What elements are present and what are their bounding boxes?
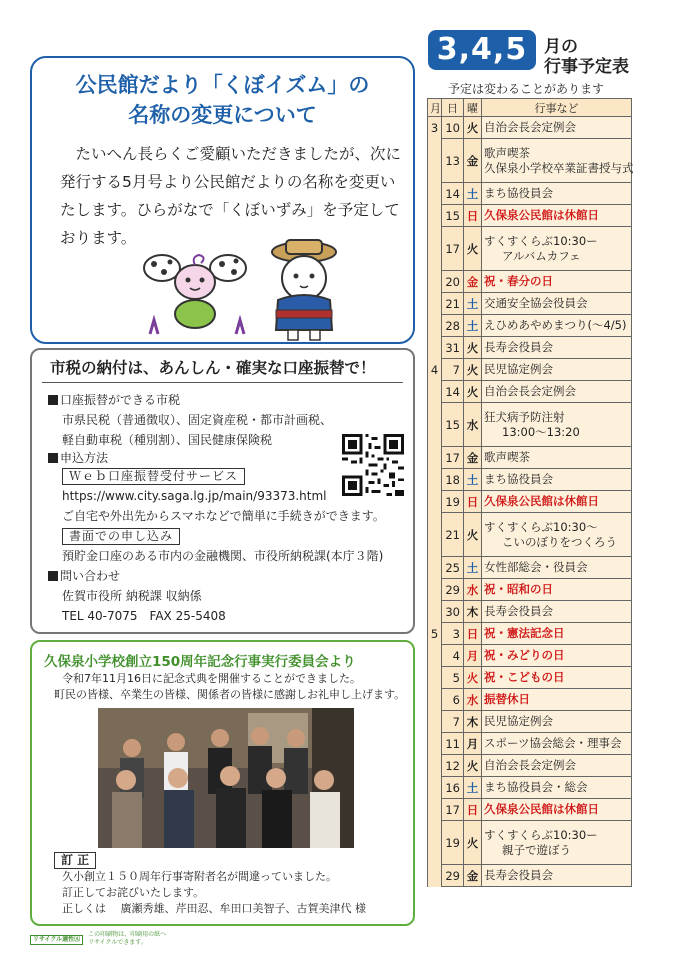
schedule-row (428, 271, 632, 293)
row-events (482, 755, 632, 777)
web-application-label: Ｗｅｂ口座振替受付サービス (62, 468, 245, 485)
schedule-title-line2: 行事予定表 (544, 57, 629, 77)
divider (42, 382, 403, 383)
row-day: 14 (442, 381, 464, 403)
row-weekday: 火 (464, 755, 482, 777)
row-day: 3 (442, 623, 464, 645)
event-text: 久保泉公民館は休館日 (484, 802, 599, 816)
event-text: すくすくらぶ10:30～ (484, 519, 598, 534)
row-month (428, 755, 442, 777)
row-day: 16 (442, 777, 464, 799)
event-text: 13:00～13:20 (502, 424, 580, 439)
correction-label: 訂 正 (54, 852, 96, 869)
row-day: 29 (442, 865, 464, 887)
recycle-mark (30, 931, 166, 947)
row-weekday: 土 (464, 777, 482, 799)
row-day: 14 (442, 183, 464, 205)
row-day: 7 (442, 711, 464, 733)
row-month (428, 799, 442, 821)
schedule-row (428, 865, 632, 887)
row-day: 17 (442, 447, 464, 469)
bullet-square-icon (48, 453, 58, 463)
row-events (482, 579, 632, 601)
row-month (428, 711, 442, 733)
group-photo (98, 708, 354, 848)
row-weekday: 月 (464, 645, 482, 667)
event-text: 交通安全協会役員会 (484, 296, 588, 310)
correction-line1: 久小創立１５０周年行事寄附者名が間違っていました。 (62, 870, 337, 883)
event-text: 歌声喫茶 (484, 145, 530, 160)
event-text: まち協役員会 (484, 186, 553, 200)
event-text: 祝・憲法記念日 (484, 626, 565, 640)
schedule-row (428, 469, 632, 491)
row-weekday: 日 (464, 491, 482, 513)
notice-title-line2: 名称の変更について (128, 103, 317, 127)
schedule-row (428, 205, 632, 227)
row-day: 20 (442, 271, 464, 293)
row-month (428, 271, 442, 293)
tax-payment-notice (30, 348, 415, 634)
schedule-row (428, 139, 632, 183)
row-month (428, 689, 442, 711)
row-day: 30 (442, 601, 464, 623)
schedule-row (428, 777, 632, 799)
row-events (482, 733, 632, 755)
event-text: 自治会長会定例会 (484, 384, 576, 398)
schedule-row (428, 821, 632, 865)
row-day: 17 (442, 799, 464, 821)
row-weekday: 金 (464, 139, 482, 183)
schedule-row (428, 447, 632, 469)
schedule-row (428, 227, 632, 271)
event-text: 祝・みどりの日 (484, 648, 565, 662)
row-month (428, 447, 442, 469)
row-events (482, 777, 632, 799)
mascot-bug-icon (140, 248, 250, 338)
event-text: 自治会長会定例会 (484, 120, 576, 134)
schedule-row (428, 403, 632, 447)
row-events (482, 117, 632, 139)
recycle-badge: リサイクル適性Ⓐ (30, 935, 83, 945)
row-month (428, 403, 442, 447)
anniversary-title: 久保泉小学校創立150周年記念行事実行委員会より (44, 654, 356, 670)
schedule-table (427, 98, 632, 887)
row-weekday: 金 (464, 447, 482, 469)
tax-heading-eligible (48, 392, 180, 408)
row-events (482, 821, 632, 865)
row-weekday: 日 (464, 205, 482, 227)
heading-text: 申込方法 (60, 451, 109, 465)
schedule-note: 予定は変わることがあります (448, 82, 605, 96)
schedule-row (428, 733, 632, 755)
row-weekday: 火 (464, 513, 482, 557)
row-month (428, 579, 442, 601)
schedule-row (428, 337, 632, 359)
row-day: 6 (442, 689, 464, 711)
row-day: 28 (442, 315, 464, 337)
row-events (482, 293, 632, 315)
row-month (428, 601, 442, 623)
row-weekday: 火 (464, 227, 482, 271)
event-text: 自治会長会定例会 (484, 758, 576, 772)
schedule-row (428, 667, 632, 689)
row-weekday: 木 (464, 601, 482, 623)
row-day: 13 (442, 139, 464, 183)
row-month (428, 821, 442, 865)
row-day: 17 (442, 227, 464, 271)
contact-office: 佐賀市役所 納税課 収納係 (62, 589, 202, 603)
correction-line2: 訂正してお詫びいたします。 (62, 886, 205, 899)
correction-line3: 正しくは 廣瀬秀雄、芹田忍、牟田口美智子、古賀美津代 様 (62, 902, 366, 915)
event-text: 民児協定例会 (484, 362, 553, 376)
row-events (482, 381, 632, 403)
schedule-row (428, 117, 632, 139)
event-text: 女性部総会・役員会 (484, 560, 588, 574)
anniversary-notice (30, 640, 415, 926)
row-weekday: 火 (464, 359, 482, 381)
row-weekday: 土 (464, 315, 482, 337)
row-events (482, 557, 632, 579)
tax-url-link[interactable]: https://www.city.saga.lg.jp/main/93373.html (62, 489, 327, 503)
row-day: 21 (442, 513, 464, 557)
row-weekday: 水 (464, 403, 482, 447)
schedule-header-row (428, 99, 632, 117)
row-events (482, 337, 632, 359)
bullet-square-icon (48, 571, 58, 581)
tax-eligible-line1: 市県民税（普通徴収）、固定資産税・都市計画税、 (62, 413, 333, 427)
row-weekday: 火 (464, 337, 482, 359)
event-text: 久保泉小学校卒業証書授与式 (484, 160, 634, 175)
row-events (482, 667, 632, 689)
row-month: 3 (428, 117, 442, 139)
schedule-row (428, 359, 632, 381)
heading-text: 問い合わせ (60, 569, 121, 583)
schedule-row (428, 755, 632, 777)
schedule-months: 3,4,5 (428, 30, 536, 70)
event-text: こいのぼりをつくろう (502, 534, 617, 549)
event-text: まち協役員会 (484, 472, 553, 486)
row-month (428, 491, 442, 513)
schedule-row (428, 183, 632, 205)
mascot-girl-icon (264, 234, 344, 342)
schedule-title-line1: 月の (544, 37, 578, 57)
row-events (482, 623, 632, 645)
event-text: 振替休日 (484, 692, 530, 706)
col-weekday: 曜 (464, 99, 482, 117)
row-day: 18 (442, 469, 464, 491)
qr-code-icon[interactable] (342, 434, 404, 496)
row-day: 11 (442, 733, 464, 755)
event-text: 狂犬病予防注射 (484, 409, 565, 424)
event-text: すくすくらぶ10:30ー (484, 827, 598, 842)
row-month (428, 227, 442, 271)
row-weekday: 土 (464, 183, 482, 205)
row-day: 10 (442, 117, 464, 139)
row-month: 4 (428, 359, 442, 381)
row-month (428, 667, 442, 689)
row-month (428, 733, 442, 755)
event-text: 民児協定例会 (484, 714, 553, 728)
event-text: 久保泉公民館は休館日 (484, 494, 599, 508)
row-weekday: 水 (464, 579, 482, 601)
event-text: えひめあやめまつり(～4/5) (484, 318, 627, 332)
row-weekday: 金 (464, 271, 482, 293)
row-events (482, 271, 632, 293)
schedule-row (428, 491, 632, 513)
row-events (482, 139, 632, 183)
row-day: 21 (442, 293, 464, 315)
row-month (428, 183, 442, 205)
row-weekday: 日 (464, 623, 482, 645)
event-text: 親子で遊ぼう (502, 842, 571, 857)
row-month (428, 557, 442, 579)
row-weekday: 火 (464, 821, 482, 865)
row-events (482, 469, 632, 491)
name-change-notice (30, 56, 415, 344)
row-events (482, 601, 632, 623)
contact-phone: TEL 40-7075 FAX 25-5408 (62, 609, 226, 623)
notice-title-line1: 公民館だより「くぼイズム」の (75, 73, 370, 97)
row-weekday: 火 (464, 667, 482, 689)
row-day: 31 (442, 337, 464, 359)
schedule-row (428, 689, 632, 711)
schedule-row (428, 645, 632, 667)
tax-title: 市税の納付は、あんしん・確実な口座振替で！ (50, 359, 376, 377)
schedule-row (428, 711, 632, 733)
row-events (482, 205, 632, 227)
row-month (428, 513, 442, 557)
schedule-row (428, 579, 632, 601)
event-text: 久保泉公民館は休館日 (484, 208, 599, 222)
anniversary-line2: 町民の皆様、卒業生の皆様、関係者の皆様に感謝しお礼申し上げます。 (54, 688, 406, 701)
event-text: 長寿会役員会 (484, 868, 553, 882)
row-weekday: 水 (464, 689, 482, 711)
row-events (482, 315, 632, 337)
row-events (482, 447, 632, 469)
schedule-row (428, 799, 632, 821)
row-day: 19 (442, 491, 464, 513)
row-day: 7 (442, 359, 464, 381)
schedule-row (428, 293, 632, 315)
row-month (428, 381, 442, 403)
web-description: ご自宅や外出先からスマホなどで簡単に手続きができます。 (62, 509, 385, 523)
row-weekday: 月 (464, 733, 482, 755)
row-day: 25 (442, 557, 464, 579)
row-day: 4 (442, 645, 464, 667)
tax-heading-contact (48, 568, 120, 584)
row-month (428, 469, 442, 491)
row-month (428, 337, 442, 359)
recycle-text-2: リサイクルできます。 (88, 939, 147, 946)
row-events (482, 513, 632, 557)
row-events (482, 645, 632, 667)
event-text: 祝・昭和の日 (484, 582, 553, 596)
tax-heading-apply (48, 450, 108, 466)
row-day: 19 (442, 821, 464, 865)
anniversary-line1: 令和7年11月16日に記念式典を開催することができました。 (62, 672, 361, 685)
row-events (482, 865, 632, 887)
row-month (428, 645, 442, 667)
row-day: 29 (442, 579, 464, 601)
row-month (428, 777, 442, 799)
recycle-text-1: この印刷物は、印刷用の紙へ (88, 931, 167, 938)
bullet-square-icon (48, 395, 58, 405)
event-text: 祝・春分の日 (484, 274, 553, 288)
row-month: 5 (428, 623, 442, 645)
row-events (482, 403, 632, 447)
row-events (482, 183, 632, 205)
event-text: アルバムカフェ (502, 248, 581, 263)
row-events (482, 359, 632, 381)
col-month: 月 (428, 99, 442, 117)
row-day: 12 (442, 755, 464, 777)
col-day: 日 (442, 99, 464, 117)
row-weekday: 火 (464, 117, 482, 139)
event-text: 祝・こどもの日 (484, 670, 565, 684)
row-events (482, 227, 632, 271)
event-text: すくすくらぶ10:30ー (484, 233, 598, 248)
schedule-row (428, 513, 632, 557)
event-text: スポーツ協会総会・理事会 (484, 736, 622, 750)
row-month (428, 315, 442, 337)
schedule-row (428, 601, 632, 623)
row-weekday: 火 (464, 381, 482, 403)
notice-body: たいへん長らくご愛顧いただきましたが、次に発行する5月号より公民館だよりの名称を変更いたします。ひらがなで「くぼいずみ」を予定しております。 (60, 145, 402, 247)
row-weekday: 土 (464, 469, 482, 491)
row-day: 15 (442, 403, 464, 447)
row-weekday: 土 (464, 293, 482, 315)
event-text: 長寿会役員会 (484, 604, 553, 618)
row-events (482, 711, 632, 733)
row-weekday: 日 (464, 799, 482, 821)
row-day: 15 (442, 205, 464, 227)
row-events (482, 689, 632, 711)
col-events: 行事など (482, 99, 632, 117)
paper-application-label: 書面での申し込み (62, 528, 180, 545)
row-month (428, 293, 442, 315)
schedule-row (428, 381, 632, 403)
schedule-row (428, 315, 632, 337)
row-month (428, 205, 442, 227)
row-events (482, 491, 632, 513)
event-text: 歌声喫茶 (484, 450, 530, 464)
paper-description: 預貯金口座のある市内の金融機関、市役所納税課(本庁３階) (62, 549, 384, 563)
row-weekday: 土 (464, 557, 482, 579)
row-month (428, 139, 442, 183)
row-weekday: 金 (464, 865, 482, 887)
event-text: 長寿会役員会 (484, 340, 553, 354)
row-day: 5 (442, 667, 464, 689)
row-weekday: 木 (464, 711, 482, 733)
event-text: まち協役員会・総会 (484, 780, 588, 794)
row-events (482, 799, 632, 821)
row-month (428, 865, 442, 887)
schedule-body (428, 117, 632, 887)
schedule-row (428, 557, 632, 579)
schedule-row (428, 623, 632, 645)
heading-text: 口座振替ができる市税 (60, 393, 181, 407)
tax-eligible-line2: 軽自動車税（種別割）、国民健康保険税 (62, 433, 273, 447)
